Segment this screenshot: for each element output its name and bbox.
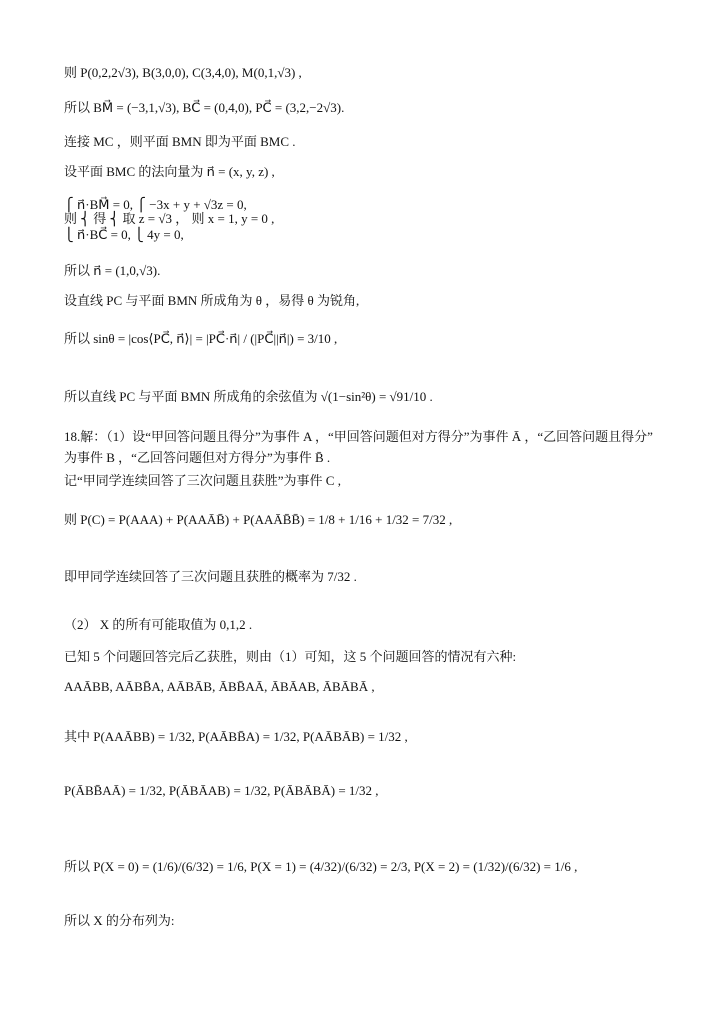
text-line: 已知 5 个问题回答完后乙获胜，则由（1）可知，这 5 个问题回答的情况有六种: (64, 649, 517, 664)
text-line: 连接 MC ，则平面 BMN 即为平面 BMC . (64, 134, 296, 149)
text-line: 即甲同学连续回答了三次问题且获胜的概率为 7/32 . (64, 569, 357, 584)
text-line: ⎩ n⃗·BC⃗ = 0, ⎩ 4y = 0, (64, 227, 184, 242)
text-line: （2） X 的所有可能取值为 0,1,2 . (64, 617, 253, 632)
text-line: 所以 n⃗ = (1,0,√3). (64, 263, 161, 278)
text-line: 所以 BM⃗ = (−3,1,√3), BC⃗ = (0,4,0), PC⃗ = (3,2,−2√3). (64, 100, 345, 115)
text-line: ⎧ n⃗·BM⃗ = 0, ⎧ −3x + y + √3z = 0, (64, 197, 247, 212)
text-line: 则 P(C) = P(AAA) + P(AAĀB̄) + P(AAĀB̄B̄) = 1/8 + 1/16 + 1/32 = 7/32 , (64, 512, 453, 527)
text-line: 所以 P(X = 0) = (1/6)/(6/32) = 1/6, P(X = 1) = (4/32)/(6/32) = 2/3, P(X = 2) = (1/32)/(6/32) = 1/6 , (64, 859, 578, 874)
text-line: AAĀBB, AĀBB̄A, AĀBĀB, ĀBB̄AĀ, ĀBĀAB, ĀBĀBĀ , (64, 679, 375, 694)
text-line: 为事件 B ，“乙回答问题但对方得分”为事件 B̄ . (64, 450, 331, 465)
text-line: 设直线 PC 与平面 BMN 所成角为 θ ，易得 θ 为锐角, (64, 293, 360, 308)
text-line: 设平面 BMC 的法向量为 n⃗ = (x, y, z) , (64, 164, 275, 179)
text-line: 记“甲同学连续回答了三次问题且获胜”为事件 C , (64, 473, 341, 488)
text-line: 18.解：（1）设“甲回答问题且得分”为事件 A ，“甲回答问题但对方得分”为事件 Ā ，“乙回答问题且得分” (64, 429, 653, 444)
text-line: 所以 sinθ = |cos⟨PC⃗, n⃗⟩| = |PC⃗·n⃗| / (|PC⃗||n⃗|) = 3/10 , (64, 331, 338, 346)
text-line: 则 ⎨ 得 ⎨ 取 z = √3 ， 则 x = 1, y = 0 , (64, 211, 275, 226)
text-line: 则 P(0,2,2√3), B(3,0,0), C(3,4,0), M(0,1,√3) , (64, 65, 302, 80)
text-line: 所以 X 的分布列为: (64, 913, 175, 928)
text-line: 其中 P(AAĀBB) = 1/32, P(AĀBB̄A) = 1/32, P(AĀBĀB) = 1/32 , (64, 729, 408, 744)
text-line: P(ĀBB̄AĀ) = 1/32, P(ĀBĀAB) = 1/32, P(ĀBĀBĀ) = 1/32 , (64, 783, 379, 798)
text-line: 所以直线 PC 与平面 BMN 所成角的余弦值为 √(1−sin²θ) = √91/10 . (64, 389, 433, 404)
